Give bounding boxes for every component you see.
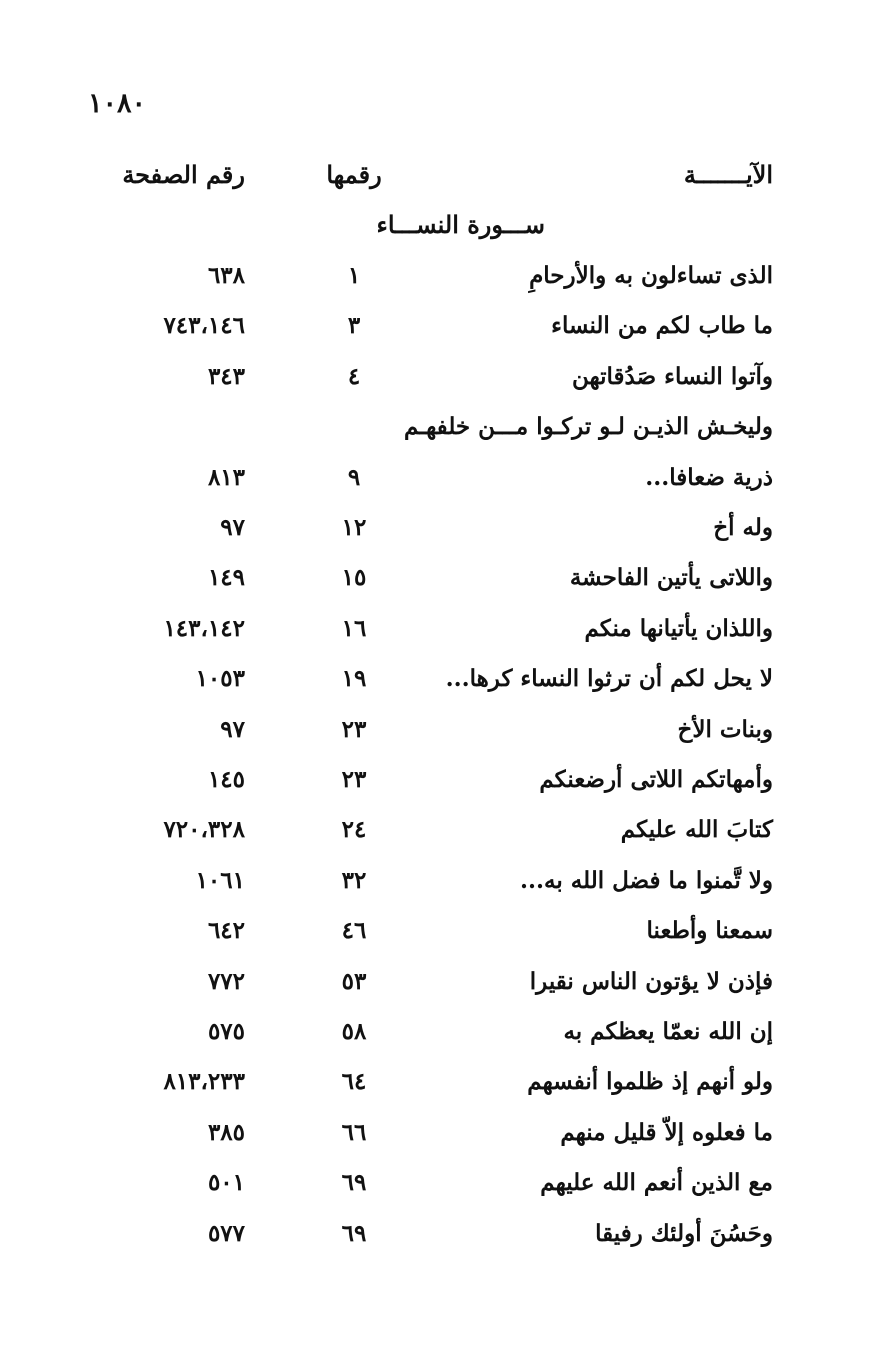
table-row (0, 760, 885, 800)
table-row (0, 1012, 885, 1052)
verse-number: ٦٩ (341, 1169, 367, 1197)
page-reference: ٦٣٨ (207, 262, 245, 289)
table-row (0, 1113, 885, 1153)
table-row (0, 1214, 885, 1254)
table-row (0, 810, 885, 850)
verse-number: ٤ (347, 362, 361, 390)
verse-number: ١ (347, 262, 361, 289)
verse-text: وله أخ (713, 514, 773, 541)
page-reference: ٨١٣،٢٣٣ (163, 1068, 245, 1096)
page-number: ١٠٨٠ (88, 88, 147, 119)
page-reference: ١٠٥٣ (195, 665, 245, 693)
verse-number: ٢٤ (341, 816, 367, 844)
verse-text: ذرية ضعافا... (645, 463, 773, 491)
verse-text: ولا تَّمنوا ما فضل الله به... (520, 866, 773, 894)
table-row (0, 306, 885, 346)
verse-number: ٦٦ (341, 1118, 367, 1146)
verse-text: ما طاب لكم من النساء (551, 312, 773, 340)
verse-text: وبنات الأخ (677, 715, 773, 743)
table-row (0, 407, 885, 447)
verse-text: واللذان يأتيانها منكم (584, 614, 773, 642)
table-row (0, 1163, 885, 1203)
page-reference: ١٤٣،١٤٢ (163, 614, 245, 642)
page-reference: ٦٤٢ (207, 917, 245, 945)
verse-text: وآتوا النساء صَدُقاتهن (572, 362, 773, 390)
table-row (0, 508, 885, 548)
verse-number: ٦٤ (341, 1068, 367, 1096)
page-reference: ٣٤٣ (207, 362, 245, 390)
verse-text: واللاتى يأتين الفاحشة (569, 564, 773, 592)
verse-text: وأمهاتكم اللاتى أرضعنكم (539, 766, 773, 793)
verse-number: ١٩ (341, 665, 367, 693)
verse-number: ٥٣ (341, 967, 367, 995)
surah-title: ســـورة النســـاء (376, 210, 545, 239)
verse-number: ١٢ (341, 514, 367, 541)
page-reference: ٧٢٠،٣٢٨ (163, 816, 245, 844)
verse-number: ٦٩ (341, 1219, 367, 1247)
verse-text: لا يحل لكم أن ترثوا النساء كرها... (445, 665, 773, 693)
table-row (0, 659, 885, 699)
verse-text: ما فعلوه إلاّ قليل منهم (560, 1118, 773, 1146)
verse-number: ٩ (347, 463, 361, 491)
verse-text: إن الله نعمّا يعظكم به (563, 1018, 773, 1045)
table-row (0, 962, 885, 1002)
page-reference: ٧٧٢ (207, 967, 245, 995)
page-reference: ١٤٥ (207, 766, 245, 793)
page-reference: ٣٨٥ (207, 1118, 245, 1146)
verse-text: الذى تساءلون به والأرحامِ (529, 262, 773, 289)
page-reference: ٥٠١ (207, 1169, 245, 1197)
table-row (0, 458, 885, 498)
table-row (0, 1062, 885, 1102)
table-row (0, 357, 885, 397)
verse-number: ٣٢ (341, 866, 367, 894)
table-row (0, 710, 885, 750)
page-column-header: رقم الصفحة (122, 160, 245, 189)
verse-text: فإذن لا يؤتون الناس نقيرا (529, 967, 773, 995)
verse-text: كتابَ الله عليكم (620, 816, 773, 844)
verse-number: ٤٦ (341, 917, 367, 945)
table-row (0, 256, 885, 296)
table-row (0, 558, 885, 598)
verse-number: ٣ (347, 312, 361, 340)
table-row (0, 609, 885, 649)
page-reference: ٩٧ (220, 514, 245, 541)
page-reference: ١٤٩ (207, 564, 245, 592)
page-reference: ٥٧٧ (207, 1219, 245, 1247)
verse-text: سمعنا وأطعنا (646, 917, 773, 945)
verse-text: وحَسُنَ أولئك رفيقا (595, 1219, 773, 1247)
verse-number: ١٥ (341, 564, 367, 592)
verse-number: ١٦ (341, 614, 367, 642)
verse-text: وليخـش الذيـن لـو تركـوا مـــن خلفهـم (404, 413, 773, 441)
verse-text: ولو أنهم إذ ظلموا أنفسهم (527, 1068, 773, 1096)
page-reference: ٥٧٥ (207, 1018, 245, 1045)
page-reference: ٩٧ (220, 715, 245, 743)
page-reference: ١٠٦١ (195, 866, 245, 894)
page-reference: ٧٤٣،١٤٦ (163, 312, 245, 340)
table-row (0, 911, 885, 951)
page-reference: ٨١٣ (207, 463, 245, 491)
verse-column-header: الآيـــــــة (683, 160, 773, 189)
table-row (0, 861, 885, 901)
verse-number: ٢٣ (341, 715, 367, 743)
verse-number: ٢٣ (341, 766, 367, 793)
column-headers (0, 155, 885, 195)
verse-text: مع الذين أنعم الله عليهم (540, 1169, 773, 1197)
number-column-header: رقمها (326, 160, 382, 189)
verse-number: ٥٨ (341, 1018, 367, 1045)
